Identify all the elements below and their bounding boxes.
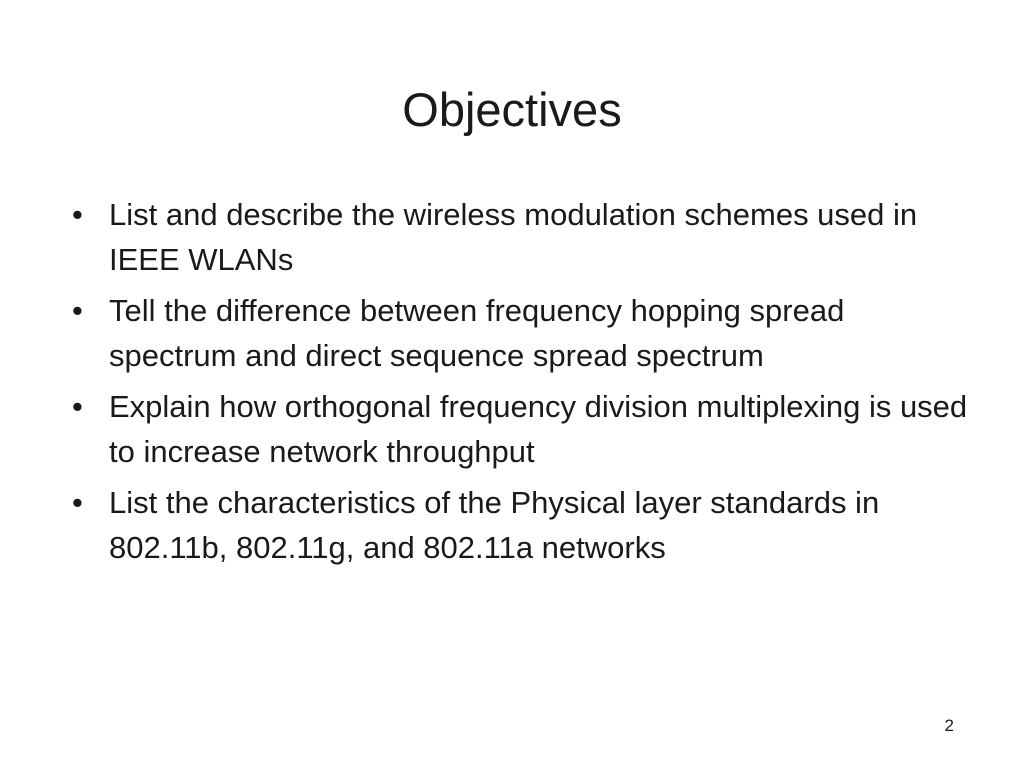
objective-item-3 (72, 384, 972, 474)
objective-item-4 (72, 480, 972, 570)
objective-text: Explain how orthogonal frequency division multiplexing is used to increase network throughput (109, 389, 968, 469)
objective-item-2 (72, 288, 972, 378)
bullet-icon: • (72, 293, 83, 328)
objective-item-1 (72, 192, 972, 282)
bullet-icon: • (72, 485, 83, 520)
bullet-icon: • (72, 197, 83, 232)
page-number: 2 (944, 716, 954, 735)
objectives-list (72, 192, 972, 576)
objective-text: List and describe the wireless modulation schemes used in IEEE WLANs (109, 197, 918, 277)
objective-text: Tell the difference between frequency hopping spread spectrum and direct sequence spread spectrum (109, 293, 845, 373)
slide-title: Objectives (402, 83, 622, 136)
bullet-icon: • (72, 389, 83, 424)
objective-text: List the characteristics of the Physical layer standards in 802.11b, 802.11g, and 802.11a networks (109, 485, 880, 565)
